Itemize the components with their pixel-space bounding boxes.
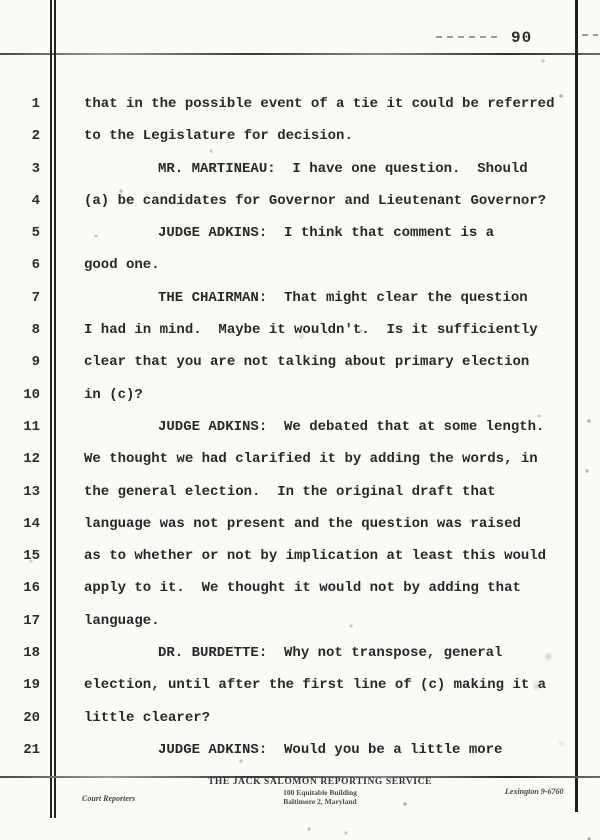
transcript-line: [0, 645, 600, 677]
line-text: JUDGE ADKINS: We debated that at some length.: [158, 418, 545, 435]
line-text: to the Legislature for decision.: [84, 128, 353, 145]
line-number: 3: [31, 160, 40, 177]
transcript-line: [0, 257, 600, 289]
scan-smudge: [0, 0, 3, 3]
line-text: the general election. In the original draft that: [84, 483, 496, 500]
line-text: apply to it. We thought it would not by adding that: [84, 580, 521, 597]
line-number: 15: [23, 548, 40, 565]
line-number: 18: [23, 645, 40, 662]
line-number: 9: [31, 354, 40, 371]
line-number: 20: [23, 709, 40, 726]
line-text: I had in mind. Maybe it wouldn't. Is it sufficiently: [84, 322, 538, 339]
line-number: 1: [31, 96, 40, 112]
line-text: clear that you are not talking about primary election: [84, 354, 530, 371]
line-number: 4: [31, 192, 40, 209]
transcript-line: [0, 548, 600, 580]
page-number: 90: [511, 29, 533, 47]
scan-dash-artifact: [582, 34, 598, 36]
transcript-line: [0, 516, 600, 548]
transcript-line: [0, 193, 600, 225]
line-number: 16: [23, 580, 40, 597]
line-text: good one.: [84, 257, 160, 274]
line-number: 12: [23, 451, 40, 468]
top-rule: [0, 53, 600, 55]
line-number: 11: [23, 418, 40, 435]
line-text: language was not present and the question was raised: [84, 515, 521, 532]
footer-service-name: THE JACK SALOMON REPORTING SERVICE: [207, 777, 432, 787]
line-text: little clearer?: [84, 709, 211, 726]
transcript-line: [0, 451, 600, 483]
transcript-lines: [0, 96, 600, 774]
transcript-line: [0, 419, 600, 451]
line-number: 5: [31, 225, 40, 242]
line-number: 17: [23, 612, 40, 629]
line-text: as to whether or not by implication at least this would: [84, 548, 547, 565]
footer-phone-number: Lexington 9-6760: [505, 787, 564, 796]
line-text: (a) be candidates for Governor and Lieutenant Governor?: [84, 192, 547, 209]
transcript-line: [0, 96, 600, 128]
line-text: JUDGE ADKINS: I think that comment is a: [158, 225, 495, 242]
transcript-line: [0, 354, 600, 386]
line-text: language.: [84, 612, 160, 629]
footer-court-reporters: Court Reporters: [82, 794, 136, 803]
line-number: 6: [31, 257, 40, 274]
transcript-line: [0, 613, 600, 645]
line-number: 10: [23, 386, 40, 403]
transcript-line: [0, 322, 600, 354]
line-number: 7: [31, 289, 40, 306]
footer-address-line2: Baltimore 2, Maryland: [283, 797, 357, 806]
line-number: 21: [23, 741, 40, 758]
footer-reporting-service: [160, 777, 480, 806]
transcript-line: [0, 742, 600, 774]
line-text: in (c)?: [84, 386, 143, 403]
line-text: THE CHAIRMAN: That might clear the question: [158, 289, 528, 306]
transcript-line: [0, 710, 600, 742]
footer-address-line1: 100 Equitable Building: [283, 788, 357, 797]
line-text: election, until after the first line of (c) making it a: [84, 677, 547, 694]
line-text: DR. BURDETTE: Why not transpose, general: [158, 645, 503, 662]
line-text: MR. MARTINEAU: I have one question. Should: [158, 160, 528, 177]
transcript-line: [0, 161, 600, 193]
line-number: 2: [31, 128, 40, 145]
line-number: 19: [23, 677, 40, 694]
transcript-line: [0, 677, 600, 709]
transcript-line: [0, 225, 600, 257]
line-text: We thought we had clarified it by adding the words, in: [84, 451, 538, 468]
transcript-line: [0, 128, 600, 160]
transcript-line: [0, 290, 600, 322]
line-text: JUDGE ADKINS: Would you be a little more: [158, 741, 503, 758]
line-text: that in the possible event of a tie it could be referred: [84, 96, 555, 112]
transcript-line: [0, 484, 600, 516]
scan-dash-artifact: [436, 36, 500, 38]
line-number: 13: [23, 483, 40, 500]
line-number: 8: [31, 322, 40, 339]
line-number: 14: [23, 515, 40, 532]
transcript-line: [0, 580, 600, 612]
transcript-line: [0, 387, 600, 419]
